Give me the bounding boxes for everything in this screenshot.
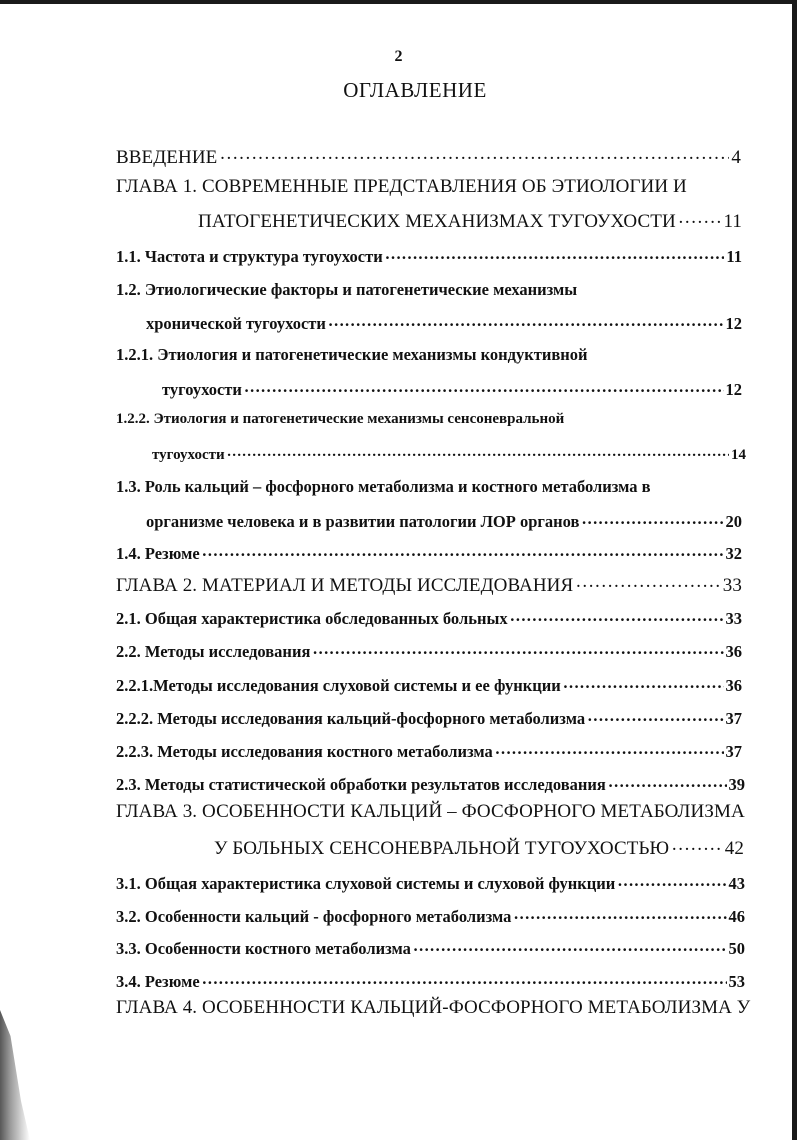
- dot-leader: [312, 640, 723, 657]
- toc-page-number: 37: [725, 741, 742, 761]
- toc-entry-1-2: 1.2. Этиологические факторы и патогенетические механизмы: [116, 280, 578, 299]
- toc-entry-introduction: ВВЕДЕНИЕ …………………………………………………………………………………………………………………………………………………………………………………………… 4: [116, 144, 741, 169]
- toc-page-number: 11: [723, 211, 742, 232]
- toc-page-number: 36: [725, 641, 742, 661]
- dot-leader: [671, 835, 723, 854]
- toc-page-number: 12: [725, 379, 742, 399]
- dot-leader: [678, 208, 722, 227]
- toc-entry-2-2-1: 2.2.1.Методы исследования слуховой системы и ее функции …………………………………………………………………………………………………………………………………………………………………………………………… 36: [116, 674, 742, 696]
- dot-leader: [385, 245, 725, 262]
- toc-entry-chapter-3-cont: У БОЛЬНЫХ СЕНСОНЕВРАЛЬНОЙ ТУГОУХОСТЬЮ …………………………………………………………………………………………………………………………………………………………………………………………… 42: [214, 835, 744, 860]
- toc-entry-3-4: 3.4. Резюме …………………………………………………………………………………………………………………………………………………………………………………………… 53: [116, 970, 745, 992]
- toc-entry-3-1: 3.1. Общая характеристика слуховой системы и слуховой функции …………………………………………………………………………………………………………………………………………………………………………………………… 43: [116, 872, 745, 894]
- toc-page-number: 53: [728, 971, 745, 991]
- dot-leader: [563, 674, 724, 691]
- toc-page-number: 33: [725, 608, 742, 628]
- dot-leader: [244, 378, 724, 395]
- dot-leader: [608, 773, 727, 790]
- toc-title: ОГЛАВЛЕНИЕ: [343, 78, 487, 102]
- toc-page-number: 42: [724, 838, 744, 859]
- toc-entry-chapter-2: ГЛАВА 2. МАТЕРИАЛ И МЕТОДЫ ИССЛЕДОВАНИЯ …………………………………………………………………………………………………………………………………………………………………………………………… 33: [116, 572, 742, 597]
- toc-page-number: 4: [731, 147, 741, 168]
- toc-page-number: 36: [725, 675, 742, 695]
- dot-leader: [575, 572, 721, 591]
- toc-page-number: 43: [728, 873, 745, 893]
- dot-leader: [495, 740, 724, 757]
- toc-page-number: 46: [728, 906, 745, 926]
- toc-entry-1-2-1-cont: тугоухости …………………………………………………………………………………………………………………………………………………………………………………………… 12: [162, 378, 742, 400]
- dot-leader: [581, 510, 723, 527]
- toc-entry-1-3: 1.3. Роль кальций – фосфорного метаболизма и костного метаболизма в: [116, 477, 651, 496]
- toc-entry-1-2-2-cont: тугоухости …………………………………………………………………………………………………………………………………………………………………………………………… 14: [152, 444, 746, 464]
- toc-entry-1-1: 1.1. Частота и структура тугоухости …………………………………………………………………………………………………………………………………………………………………………………………… 11: [116, 245, 742, 267]
- dot-leader: [227, 444, 729, 459]
- dot-leader: [219, 144, 729, 163]
- toc-entry-chapter-4: ГЛАВА 4. ОСОБЕННОСТИ КАЛЬЦИЙ-ФОСФОРНОГО МЕТАБОЛИЗМА У: [116, 997, 751, 1018]
- dot-leader: [328, 312, 724, 329]
- toc-page-number: 50: [728, 938, 745, 958]
- dot-leader: [587, 707, 723, 724]
- toc-entry-1-2-1: 1.2.1. Этиология и патогенетические механизмы кондуктивной: [116, 345, 588, 364]
- toc-page-number: 32: [725, 543, 742, 563]
- dot-leader: [510, 607, 724, 624]
- toc-entry-2-2-2: 2.2.2. Методы исследования кальций-фосфорного метаболизма …………………………………………………………………………………………………………………………………………………………………………………………… 37: [116, 707, 742, 729]
- toc-page-number: 12: [725, 313, 742, 333]
- dot-leader: [413, 937, 727, 954]
- toc-page-number: 33: [722, 575, 742, 596]
- toc-page-number: 14: [731, 447, 746, 463]
- toc-entry-2-2-3: 2.2.3. Методы исследования костного метаболизма …………………………………………………………………………………………………………………………………………………………………………………………… 37: [116, 740, 742, 762]
- toc-entry-2-3: 2.3. Методы статистической обработки результатов исследования …………………………………………………………………………………………………………………………………………………………………………………………… 39: [116, 773, 745, 795]
- toc-entry-1-3-cont: организме человека и в развитии патологии ЛОР органов …………………………………………………………………………………………………………………………………………………………………………………………… 20: [146, 510, 742, 532]
- toc-entry-chapter-1-cont: ПАТОГЕНЕТИЧЕСКИХ МЕХАНИЗМАХ ТУГОУХОСТИ …………………………………………………………………………………………………………………………………………………………………………………………… 11: [198, 208, 742, 233]
- toc-entry-3-2: 3.2. Особенности кальций - фосфорного метаболизма …………………………………………………………………………………………………………………………………………………………………………………………… 46: [116, 905, 745, 927]
- toc-page-number: 11: [726, 246, 742, 266]
- dot-leader: [202, 970, 727, 987]
- dot-leader: [617, 872, 726, 889]
- toc-entry-1-2-cont: хронической тугоухости …………………………………………………………………………………………………………………………………………………………………………………………… 12: [146, 312, 742, 334]
- dot-leader: [513, 905, 726, 922]
- toc-page-number: 37: [725, 708, 742, 728]
- toc-entry-chapter-1: ГЛАВА 1. СОВРЕМЕННЫЕ ПРЕДСТАВЛЕНИЯ ОБ ЭТИОЛОГИИ И: [116, 176, 687, 197]
- toc-entry-chapter-3: ГЛАВА 3. ОСОБЕННОСТИ КАЛЬЦИЙ – ФОСФОРНОГО МЕТАБОЛИЗМА: [116, 801, 745, 822]
- toc-entry-2-2: 2.2. Методы исследования …………………………………………………………………………………………………………………………………………………………………………………………… 36: [116, 640, 742, 662]
- toc-page-number: 20: [725, 511, 742, 531]
- page-number: 2: [394, 48, 403, 65]
- toc-entry-2-1: 2.1. Общая характеристика обследованных больных …………………………………………………………………………………………………………………………………………………………………………………………… 33: [116, 607, 742, 629]
- toc-entry-1-2-2: 1.2.2. Этиология и патогенетические механизмы сенсоневральной: [116, 411, 565, 427]
- toc-page-number: 39: [728, 774, 745, 794]
- toc-entry-3-3: 3.3. Особенности костного метаболизма …………………………………………………………………………………………………………………………………………………………………………………………… 50: [116, 937, 745, 959]
- toc-entry-1-4: 1.4. Резюме …………………………………………………………………………………………………………………………………………………………………………………………… 32: [116, 542, 742, 564]
- dot-leader: [202, 542, 724, 559]
